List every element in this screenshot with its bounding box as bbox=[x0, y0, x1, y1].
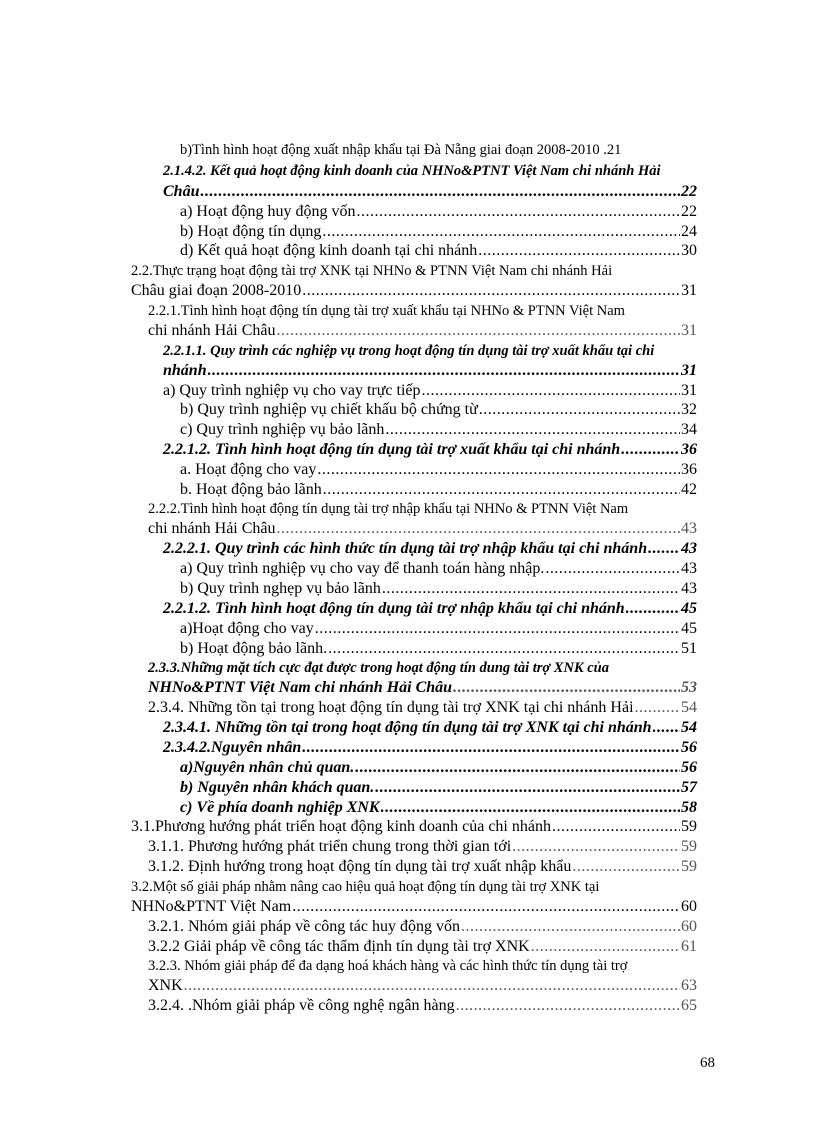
toc-leader-dots bbox=[317, 461, 680, 479]
toc-entry bbox=[131, 818, 697, 837]
toc-leader-dots bbox=[322, 223, 680, 241]
toc-leader-dots bbox=[315, 620, 680, 638]
toc-entry-text: 3.2.2 Giải pháp về công tác thẩm định tín dụng tài trợ XNK bbox=[148, 938, 530, 955]
toc-leader-dots bbox=[302, 739, 680, 757]
toc-entry-text: 3.2.3. Nhóm giải pháp để đa dạng hoá khách hàng và các hình thức tín dụng tài trợ bbox=[148, 958, 628, 974]
toc-entry-text: 2.1.4.2. Kết quả hoạt động kinh doanh của NHNo&PTNT Việt Nam chi nhánh Hải bbox=[163, 163, 661, 179]
toc-entry bbox=[180, 203, 697, 222]
toc-leader-dots bbox=[531, 938, 680, 956]
toc-entry bbox=[131, 898, 697, 917]
toc-page-number: 53 bbox=[681, 679, 697, 696]
toc-entry bbox=[131, 878, 599, 896]
toc-entry-text: b) Quy trình nghẹp vụ bảo lãnh bbox=[180, 580, 381, 597]
toc-entry-text: Châu bbox=[163, 183, 200, 200]
toc-page-number: 56 bbox=[681, 739, 697, 756]
toc-entry bbox=[131, 262, 612, 280]
toc-entry bbox=[163, 600, 697, 619]
toc-entry-text: 2.2.Thực trạng hoạt động tài trợ XNK tại NHNo & PTNN Việt Nam chi nhánh Hải bbox=[131, 263, 613, 279]
toc-leader-dots bbox=[381, 799, 680, 817]
toc-entry bbox=[180, 141, 621, 159]
toc-leader-dots bbox=[545, 560, 680, 578]
toc-entry-text: 2.2.1.Tình hình hoạt động tín dụng tài trợ xuất khẩu tại NHNo & PTNN Việt Nam bbox=[148, 303, 625, 319]
toc-entry bbox=[163, 162, 661, 180]
toc-page-number: 30 bbox=[681, 242, 697, 259]
toc-leader-dots bbox=[635, 699, 680, 717]
toc-page-number: 45 bbox=[681, 600, 697, 617]
toc-page-number: 58 bbox=[681, 799, 697, 816]
toc-leader-dots bbox=[626, 600, 680, 618]
toc-entry-text: 3.1.2. Định hướng trong hoạt động tín dụng tài trợ xuất nhập khẩu bbox=[148, 858, 572, 875]
toc-entry bbox=[148, 938, 697, 957]
toc-entry-text: XNK bbox=[148, 977, 183, 994]
toc-leader-dots bbox=[653, 719, 680, 737]
toc-entry-text: 2.2.2.Tình hình hoạt động tín dụng tài trợ nhập khẩu tại NHNo & PTNN Việt Nam bbox=[148, 501, 629, 517]
toc-leader-dots bbox=[292, 898, 680, 916]
toc-entry bbox=[180, 401, 697, 420]
toc-page-number: 34 bbox=[681, 421, 697, 438]
toc-leader-dots bbox=[621, 441, 680, 459]
toc-entry-text: b) Quy trình nghiệp vụ chiết khấu bộ chứng từ bbox=[180, 401, 478, 418]
toc-entry bbox=[180, 481, 697, 500]
toc-leader-dots bbox=[375, 779, 680, 797]
toc-entry bbox=[163, 739, 697, 758]
toc-leader-dots bbox=[512, 838, 680, 856]
toc-entry-text: 2.2.1.2. Tình hình hoạt động tín dụng tài trợ nhập khẩu tại chi nhánh bbox=[163, 600, 625, 617]
toc-leader-dots bbox=[208, 362, 680, 380]
toc-entry-text: Châu giai đoạn 2008-2010 bbox=[131, 282, 302, 299]
toc-page-number: 51 bbox=[681, 640, 697, 657]
toc-leader-dots bbox=[200, 183, 680, 201]
toc-page-number: 22 bbox=[681, 183, 697, 200]
toc-entry bbox=[163, 441, 697, 460]
toc-page-number: 59 bbox=[681, 818, 697, 835]
toc-leader-dots bbox=[461, 918, 680, 936]
toc-page-number: 43 bbox=[681, 520, 697, 537]
toc-leader-dots bbox=[572, 858, 680, 876]
toc-entry bbox=[180, 640, 697, 659]
toc-leader-dots bbox=[478, 242, 680, 260]
toc-entry bbox=[131, 282, 697, 301]
toc-leader-dots bbox=[385, 421, 680, 439]
toc-entry-text: 3.1.1. Phương hướng phát triển chung trong thời gian tới bbox=[148, 838, 512, 855]
toc-entry-text: a) Quy trình nghiệp vụ cho vay để thanh toán hàng nhập. bbox=[180, 560, 545, 577]
toc-entry-text: 3.1.Phương hướng phát triển hoạt động kinh doanh của chi nhánh bbox=[131, 818, 551, 835]
toc-page-number: 31 bbox=[681, 322, 697, 339]
toc-entry bbox=[180, 242, 697, 261]
toc-entry-text: b) Nguyên nhân khách quan. bbox=[180, 779, 375, 796]
toc-page-number: 59 bbox=[681, 838, 697, 855]
toc-entry-text: chi nhánh Hải Châu bbox=[148, 322, 276, 339]
toc-entry bbox=[148, 679, 697, 698]
toc-entry bbox=[180, 759, 697, 778]
toc-entry-text: a)Hoạt động cho vay bbox=[180, 620, 314, 637]
toc-entry bbox=[180, 799, 697, 818]
toc-page-number: 54 bbox=[681, 699, 697, 716]
toc-page-number: 57 bbox=[681, 779, 697, 796]
toc-entry bbox=[148, 302, 625, 320]
toc-leader-dots bbox=[456, 997, 680, 1015]
toc-entry bbox=[148, 500, 628, 518]
toc-page-number: 63 bbox=[681, 977, 697, 994]
toc-page-number: 65 bbox=[681, 997, 697, 1014]
toc-entry-text: 2.2.2.1. Quy trình các hình thức tín dụng tài trợ nhập khẩu tại chi nhánh bbox=[163, 540, 648, 557]
toc-entry bbox=[163, 719, 697, 738]
toc-entry-text: c) Về phía doanh nghiệp XNK bbox=[180, 799, 380, 816]
toc-entry-text: 2.2.1.1. Quy trình các nghiệp vụ trong hoạt động tín dụng tài trợ xuất khẩu tại chi bbox=[163, 343, 655, 359]
toc-entry bbox=[148, 520, 697, 539]
toc-leader-dots bbox=[302, 282, 680, 300]
toc-leader-dots bbox=[422, 382, 681, 400]
toc-leader-dots bbox=[277, 520, 680, 538]
toc-entry-text: c) Quy trình nghiệp vụ bảo lãnh bbox=[180, 421, 385, 438]
toc-page-number: 60 bbox=[681, 898, 697, 915]
toc-page-number: 43 bbox=[681, 580, 697, 597]
toc-entry-text: NHNo&PTNT Việt Nam chi nhánh Hải Châu bbox=[148, 679, 453, 696]
toc-entry bbox=[180, 580, 697, 599]
toc-page-number: 61 bbox=[681, 938, 697, 955]
toc-entry-text: 2.3.4. Những tồn tại trong hoạt động tín dụng tài trợ XNK tại chi nhánh Hải bbox=[148, 699, 634, 716]
toc-entry-text: 2.3.4.1. Những tồn tại trong hoạt động tín dụng tài trợ XNK tại chi nhánh bbox=[163, 719, 652, 736]
toc-page-number: 43 bbox=[681, 560, 697, 577]
toc-entry bbox=[148, 997, 697, 1016]
toc-leader-dots bbox=[357, 203, 680, 221]
toc-entry bbox=[163, 183, 697, 202]
toc-page-number: 32 bbox=[681, 401, 697, 418]
toc-entry-text: b) Hoạt động bảo lãnh. bbox=[180, 640, 328, 657]
toc-entry bbox=[163, 382, 697, 401]
toc-entry-text: chi nhánh Hải Châu bbox=[148, 520, 276, 537]
toc-entry-text: b)Tình hình hoạt động xuất nhập khẩu tại Đà Nẵng giai đoạn 2008-2010 .21 bbox=[180, 142, 622, 158]
toc-entry bbox=[163, 342, 654, 360]
toc-entry-text: a) Hoạt động huy động vốn bbox=[180, 203, 356, 220]
toc-entry-text: a. Hoạt động cho vay bbox=[180, 461, 317, 478]
toc-entry-text: 2.3.3.Những mặt tích cực đạt được trong hoạt động tín dung tài trợ XNK của bbox=[148, 660, 609, 676]
toc-entry bbox=[148, 322, 697, 341]
toc-page-number: 24 bbox=[681, 223, 697, 240]
toc-entry-text: a) Quy trình nghiệp vụ cho vay trực tiếp bbox=[163, 382, 421, 399]
toc-page-number: 60 bbox=[681, 918, 697, 935]
toc-entry-text: a)Nguyên nhân chủ quan. bbox=[180, 759, 355, 776]
toc-entry-text: 2.3.4.2.Nguyên nhân bbox=[163, 739, 302, 756]
toc-leader-dots bbox=[552, 818, 680, 836]
toc-page-number: 31 bbox=[681, 282, 697, 299]
toc-page-number: 31 bbox=[681, 362, 697, 379]
toc-leader-dots bbox=[355, 759, 680, 777]
toc-entry bbox=[148, 918, 697, 937]
toc-entry bbox=[180, 620, 697, 639]
toc-page-number: 59 bbox=[681, 858, 697, 875]
toc-entry-text: 2.2.1.2. Tình hình hoạt động tín dụng tài trợ xuất khẩu tại chi nhánh bbox=[163, 441, 621, 458]
toc-page-number: 54 bbox=[681, 719, 697, 736]
toc-page-number: 31 bbox=[681, 382, 697, 399]
toc-leader-dots bbox=[479, 401, 680, 419]
toc-entry bbox=[180, 421, 697, 440]
toc-entry bbox=[148, 977, 697, 996]
page-number: 68 bbox=[700, 1055, 715, 1071]
toc-entry-text: NHNo&PTNT Việt Nam bbox=[131, 898, 292, 915]
toc-entry-text: 3.2.Một số giải pháp nhằm nâng cao hiệu quả hoạt động tín dụng tài trợ XNK tại bbox=[131, 879, 600, 895]
toc-entry bbox=[180, 779, 697, 798]
toc-entry bbox=[148, 659, 609, 677]
toc-entry-text: nhánh bbox=[163, 362, 207, 379]
toc-page-number: 42 bbox=[681, 481, 697, 498]
toc-entry bbox=[180, 560, 697, 579]
toc-page-number: 56 bbox=[681, 759, 697, 776]
toc-entry bbox=[148, 699, 697, 718]
toc-page-number: 43 bbox=[681, 540, 697, 557]
toc-entry bbox=[148, 957, 627, 975]
toc-entry-text: b. Hoạt động bảo lãnh bbox=[180, 481, 322, 498]
toc-entry-text: 3.2.4. .Nhóm giải pháp về công nghệ ngân hàng bbox=[148, 997, 455, 1014]
toc-leader-dots bbox=[453, 679, 680, 697]
toc-entry bbox=[163, 540, 697, 559]
toc-entry bbox=[148, 858, 697, 877]
toc-entry bbox=[180, 223, 697, 242]
toc-entry-text: d) Kết quả hoạt động kinh doanh tại chi nhánh bbox=[180, 242, 478, 259]
toc-leader-dots bbox=[323, 481, 680, 499]
toc-leader-dots bbox=[382, 580, 680, 598]
toc-page-number: 22 bbox=[681, 203, 697, 220]
toc-entry bbox=[148, 838, 697, 857]
toc-entry-text: b) Hoạt động tín dụng bbox=[180, 223, 322, 240]
toc-leader-dots bbox=[648, 540, 680, 558]
toc-page-number: 36 bbox=[681, 461, 697, 478]
toc-page-number: 36 bbox=[681, 441, 697, 458]
toc-leader-dots bbox=[184, 977, 680, 995]
toc-leader-dots bbox=[277, 322, 680, 340]
toc-entry bbox=[163, 362, 697, 381]
toc-entry bbox=[180, 461, 697, 480]
toc-entry-text: 3.2.1. Nhóm giải pháp về công tác huy động vốn bbox=[148, 918, 460, 935]
toc-page-number: 45 bbox=[681, 620, 697, 637]
toc-leader-dots bbox=[328, 640, 680, 658]
